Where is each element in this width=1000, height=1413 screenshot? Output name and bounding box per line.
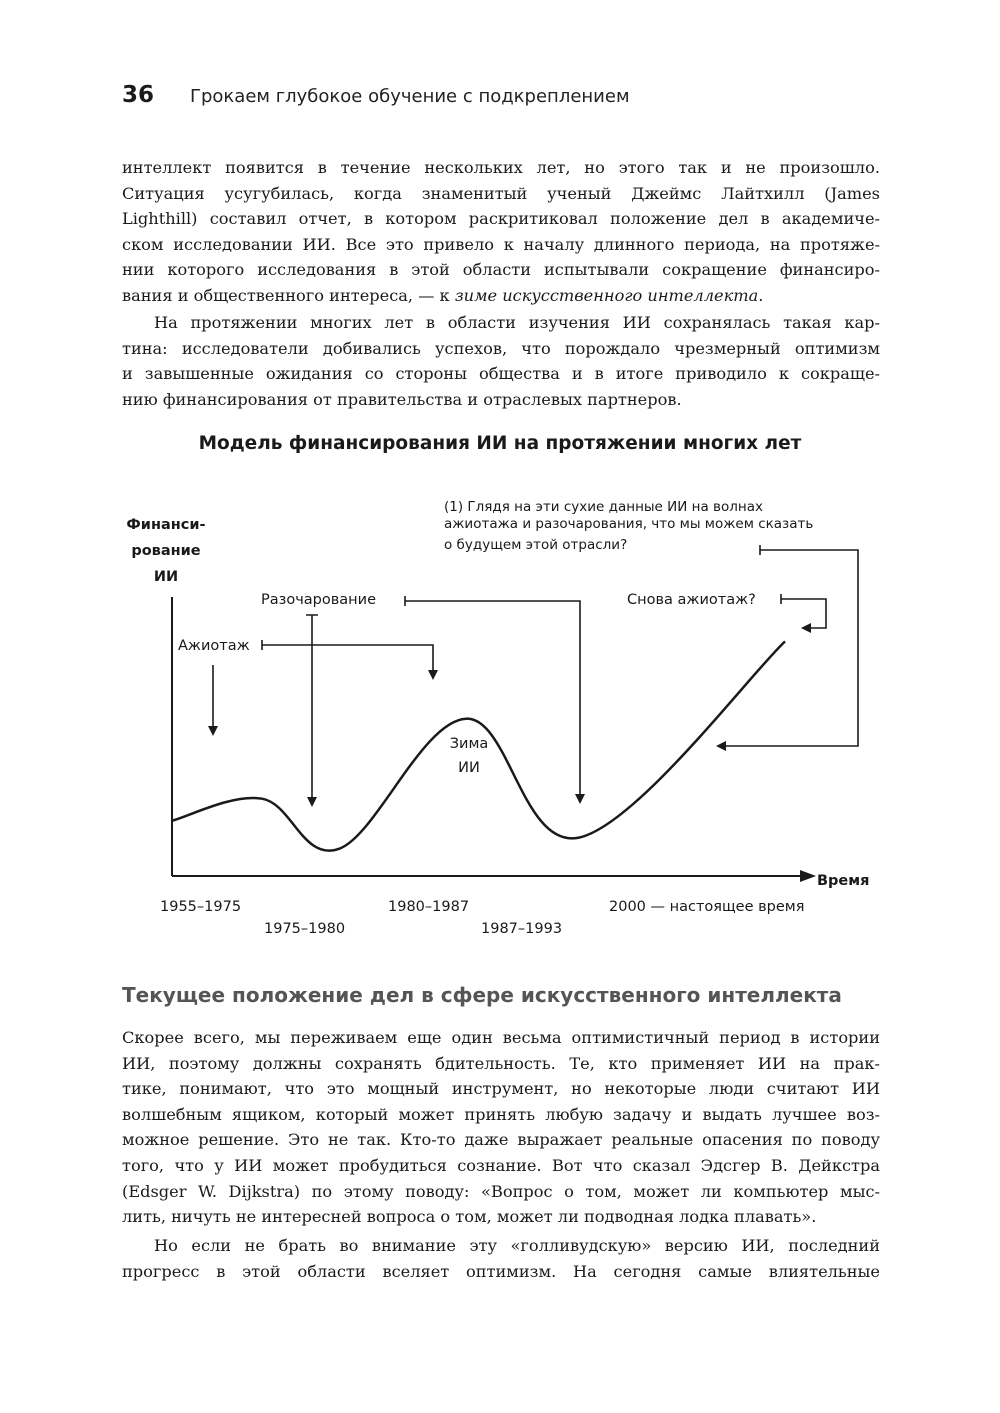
text-line: ском исследовании ИИ. Все это привело к началу длинного периода, на протяже- [122,234,880,254]
period-label: 1987–1993 [481,921,563,937]
text-line: нии которого исследования в этой области испытывали сокращение финансиро- [122,260,880,280]
note-text: о будущем этой отрасли? [444,537,628,553]
paragraph-current-state [122,1025,880,1230]
figure-title: Модель финансирования ИИ на протяжении многих лет [198,433,802,454]
note-text: ажиотажа и разочарования, что мы можем сказать [444,516,814,532]
disappointment-connector-arrow [405,596,580,802]
text-line: интеллект появится в течение нескольких лет, но этого так и не произошло. [122,158,880,177]
hype-label: Ажиотаж [178,638,250,654]
text-line: Но если не брать во внимание эту «голливудскую» версию ИИ, последний [154,1236,880,1255]
text-line: Lighthill) составил отчет, в котором раскритиковал положение дел в академиче- [122,209,880,229]
period-label: 1975–1980 [264,921,346,937]
text-line: тина: исследователи добивались успехов, что порождало чрезмерный оптимизм [122,338,880,358]
disappointment-label: Разочарование [261,592,376,608]
text-line: можное решение. Это не так. Кто-то даже выражает реальные опасения по поводу [122,1130,880,1150]
period-label: 1980–1987 [388,899,470,915]
text-line: лить, ничуть не интересней вопроса о том, может ли подводная лодка плавать». [122,1207,817,1227]
page-number: 36 [122,82,155,108]
text-line: того, что у ИИ может пробудиться сознание. Вот что сказал Эдсгер В. Дейкстра [122,1155,880,1175]
disappointment-arrow [306,615,318,805]
paragraph-hollywood-version [122,1233,880,1284]
text-line: прогресс в этой области вселяет оптимизм. На сегодня самые влиятельные [122,1261,880,1281]
text-line: нию финансирования от правительства и отраслевых партнеров. [122,389,682,409]
section-heading: Текущее положение дел в сфере искусственного интеллекта [122,983,842,1007]
y-axis-label: ИИ [153,569,179,585]
note-text: (1) Глядя на эти сухие данные ИИ на волнах [444,499,763,515]
text-fragment: вания и общественного интереса, — к [122,285,455,305]
text-line: На протяжении многих лет в области изучения ИИ сохранялась такая кар- [154,313,880,332]
running-title: Грокаем глубокое обучение с подкреплением [190,86,630,107]
text-line: ИИ, поэтому должны сохранять бдительность. Те, кто применяет ИИ на прак- [122,1053,880,1073]
text-line: и завышенные ожидания со стороны общества и в итоге приводило к сокраще- [122,364,880,384]
ai-winter-label: Зима [449,736,489,752]
x-axis-label: Время [817,873,870,889]
ai-winter-label: ИИ [458,760,480,776]
hype-again-label: Снова ажиотаж? [627,592,756,608]
emphasis-term: зиме искусственного интеллекта [454,285,759,305]
hype-connector-arrow [262,640,433,678]
y-axis-label: Финанси- [126,517,206,533]
text-line: (Edsger W. Dijkstra) по этому поводу: «Вопрос о том, может ли компьютер мыс- [122,1181,880,1201]
hype-again-arrow [781,594,826,628]
y-axis-label: рование [131,543,201,559]
text-line: тике, понимают, что это мощный инструмент, но некоторые люди считают ИИ [122,1079,880,1099]
note-arrow [718,545,858,746]
period-label: 1955–1975 [160,899,242,915]
text-line: волшебным ящиком, который может принять любую задачу и выдать лучшее воз- [122,1104,880,1124]
text-line: Ситуация усугубилась, когда знаменитый ученый Джеймс Лайтхилл (James [122,183,880,203]
period-label: 2000 — настоящее время [609,899,805,915]
text-line: Скорее всего, мы переживаем еще один весьма оптимистичный период в истории [122,1028,880,1047]
text-fragment: . [758,285,764,305]
x-axis-arrowhead [800,870,816,882]
